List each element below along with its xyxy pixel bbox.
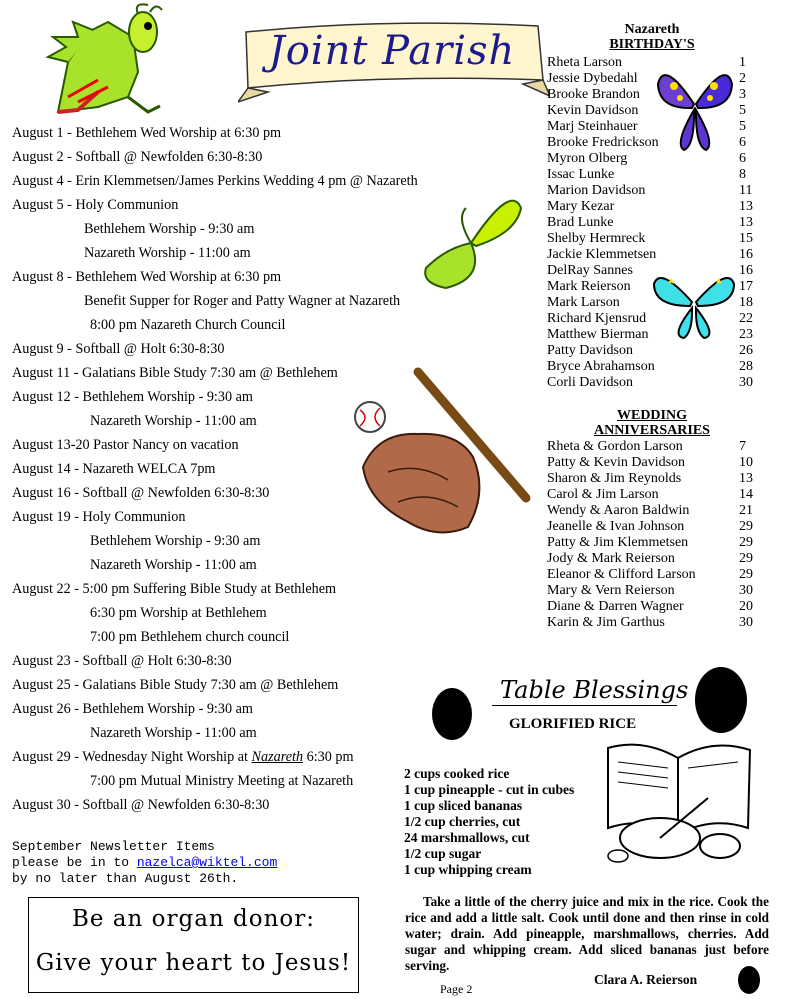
list-item-day: 13 <box>739 199 753 214</box>
list-item-name: Jackie Klemmetsen <box>547 247 657 262</box>
list-item-name: Patty & Jim Klemmetsen <box>547 535 689 550</box>
list-item-day: 17 <box>739 279 753 294</box>
list-item-name: Mark Reierson <box>547 279 631 294</box>
list-item-name: Jeanelle & Ivan Johnson <box>547 519 685 534</box>
list-item-name: Rheta Larson <box>547 55 623 70</box>
recipe-instructions: Take a little of the cherry juice and mix in the rice. Cook the rice and add a little salt. Cook until done and then rinse in cold water; drain. Add pineapple, marshmallows, cherries. Add sugar and whipping cream. Add sliced bananas just before serving. <box>405 894 769 973</box>
list-item-name: Richard Kjensrud <box>547 311 647 326</box>
list-item-day: 5 <box>739 103 746 118</box>
list-item-day: 16 <box>739 247 753 262</box>
list-item-name: Mary Kezar <box>547 199 615 214</box>
newsletter-note <box>12 839 277 887</box>
calendar-entry: Benefit Supper for Roger and Patty Wagner at Nazareth <box>84 293 401 309</box>
list-item-day: 30 <box>739 583 753 598</box>
list-item <box>547 215 757 231</box>
grasshopper-icon <box>38 2 168 120</box>
calendar-entry: 7:00 pm Mutual Ministry Meeting at Nazareth <box>90 773 354 789</box>
list-item-day: 16 <box>739 263 753 278</box>
list-item <box>547 183 757 199</box>
list-item-day: 6 <box>739 151 746 166</box>
list-item <box>547 599 757 615</box>
organ-donor-box <box>28 897 359 993</box>
list-item-name: Wendy & Aaron Baldwin <box>547 503 690 518</box>
email-link[interactable]: nazelca@wiktel.com <box>136 855 278 870</box>
list-item <box>547 343 757 359</box>
list-item <box>547 615 757 631</box>
list-item-name: Issac Lunke <box>547 167 615 182</box>
list-item <box>547 167 757 183</box>
calendar-entry: August 26 - Bethlehem Worship - 9:30 am <box>12 701 253 717</box>
donor-line1: Be an organ donor: <box>71 906 316 932</box>
calendar-entry: 7:00 pm Bethlehem church council <box>90 629 290 645</box>
calendar-entry: August 14 - Nazareth WELCA 7pm <box>12 461 216 477</box>
starburst-left-icon <box>428 684 476 744</box>
list-item-name: Patty & Kevin Davidson <box>547 455 686 470</box>
list-item-day: 13 <box>739 471 753 486</box>
calendar-entry: Nazareth Worship - 11:00 am <box>84 245 251 261</box>
list-item-name: Carol & Jim Larson <box>547 487 659 502</box>
ingredient-item: 1 cup sliced bananas <box>404 798 523 813</box>
list-item-day: 13 <box>739 215 753 230</box>
list-item <box>547 199 757 215</box>
list-item-day: 18 <box>739 295 753 310</box>
list-item-day: 21 <box>739 503 753 518</box>
list-item-name: DelRay Sannes <box>547 263 633 278</box>
calendar-entry: Bethlehem Worship - 9:30 am <box>90 533 261 549</box>
recipe-title: GLORIFIED RICE <box>509 716 637 732</box>
ingredient-item: 2 cups cooked rice <box>404 766 510 781</box>
list-item-name: Corli Davidson <box>547 375 633 390</box>
list-item <box>547 375 757 391</box>
list-item-name: Karin & Jim Garthus <box>547 615 665 630</box>
calendar-entry: August 8 - Bethlehem Wed Worship at 6:30 pm <box>12 269 282 285</box>
list-item-day: 14 <box>739 487 753 502</box>
list-item-name: Mary & Vern Reierson <box>547 583 675 598</box>
calendar-entry: August 13-20 Pastor Nancy on vacation <box>12 437 239 453</box>
list-item <box>547 503 757 519</box>
calendar-entry: August 2 - Softball @ Newfolden 6:30-8:30 <box>12 149 263 165</box>
list-item-name: Jody & Mark Reierson <box>547 551 675 566</box>
ingredient-item: 1 cup whipping cream <box>404 862 532 877</box>
baseball-glove-icon <box>348 362 538 540</box>
calendar-entry: 8:00 pm Nazareth Church Council <box>90 317 286 333</box>
butterfly-icon <box>416 188 526 292</box>
list-item-name: Marj Steinhauer <box>547 119 638 134</box>
list-item <box>547 455 757 471</box>
list-item <box>547 567 757 583</box>
list-item-name: Matthew Bierman <box>547 327 649 342</box>
list-item <box>547 247 757 263</box>
ingredient-item: 1 cup pineapple - cut in cubes <box>404 782 575 797</box>
list-item-name: Marion Davidson <box>547 183 646 198</box>
list-item <box>547 583 757 599</box>
list-item <box>547 439 757 455</box>
list-item-day: 29 <box>739 535 753 550</box>
list-item-name: Brad Lunke <box>547 215 614 230</box>
newsletter-line3: by no later than August 26th. <box>12 871 239 886</box>
calendar-entry: August 4 - Erin Klemmetsen/James Perkins Wedding 4 pm @ Nazareth <box>12 173 418 189</box>
list-item-day: 8 <box>739 167 746 182</box>
list-item <box>547 471 757 487</box>
title-underline <box>492 705 677 706</box>
calendar-entry: August 12 - Bethlehem Worship - 9:30 am <box>12 389 253 405</box>
list-item-name: Brooke Brandon <box>547 87 640 102</box>
list-item-day: 29 <box>739 567 753 582</box>
list-item-name: Shelby Hermreck <box>547 231 646 246</box>
calendar-entry: Nazareth Worship - 11:00 am <box>90 413 257 429</box>
calendar-entry: August 19 - Holy Communion <box>12 509 186 525</box>
ingredient-item: 24 marshmallows, cut <box>404 830 530 845</box>
page-number: Page 2 <box>440 982 473 996</box>
list-item-name: Eleanor & Clifford Larson <box>547 567 696 582</box>
calendar-entry: Nazareth Worship - 11:00 am <box>90 557 257 573</box>
list-item-name: Sharon & Jim Reynolds <box>547 471 682 486</box>
list-item-day: 7 <box>739 439 746 454</box>
list-item <box>547 487 757 503</box>
list-item-day: 2 <box>739 71 746 86</box>
calendar-entry: August 11 - Galatians Bible Study 7:30 am @ Bethlehem <box>12 365 338 381</box>
calendar-entry: August 1 - Bethlehem Wed Worship at 6:30 pm <box>12 125 282 141</box>
calendar-entry: August 29 - Wednesday Night Worship at Nazareth 6:30 pm <box>12 749 354 765</box>
page-title: Joint Parish <box>268 28 516 74</box>
ingredient-item: 1/2 cup sugar <box>404 846 482 861</box>
recipe-author: Clara A. Reierson <box>594 972 698 987</box>
list-item-day: 1 <box>739 55 746 70</box>
calendar-entry: 6:30 pm Worship at Bethlehem <box>90 605 267 621</box>
anniversary-heading: WEDDING ANNIVERSARIES <box>594 408 710 438</box>
list-item-day: 15 <box>739 231 753 246</box>
list-item-day: 3 <box>739 87 746 102</box>
calendar-entry: August 16 - Softball @ Newfolden 6:30-8:30 <box>12 485 270 501</box>
list-item <box>547 359 757 375</box>
calendar-entry: August 25 - Galatians Bible Study 7:30 am @ Bethlehem <box>12 677 339 693</box>
list-item-day: 26 <box>739 343 753 358</box>
list-item-day: 29 <box>739 519 753 534</box>
list-item <box>547 535 757 551</box>
calendar-entry: Nazareth Worship - 11:00 am <box>90 725 257 741</box>
list-item-name: Rheta & Gordon Larson <box>547 439 683 454</box>
list-item <box>547 519 757 535</box>
table-blessings-title: Table Blessings <box>500 676 689 704</box>
calendar-entry: August 23 - Softball @ Holt 6:30-8:30 <box>12 653 232 669</box>
list-item-name: Kevin Davidson <box>547 103 639 118</box>
list-item-name: Patty Davidson <box>547 343 633 358</box>
purple-butterfly-icon <box>654 64 736 154</box>
calendar-entry: August 9 - Softball @ Holt 6:30-8:30 <box>12 341 225 357</box>
list-item-day: 23 <box>739 327 753 342</box>
calendar-entry: Bethlehem Worship - 9:30 am <box>84 221 255 237</box>
list-item-name: Jessie Dybedahl <box>547 71 638 86</box>
newsletter-line1: September Newsletter Items <box>12 839 215 854</box>
list-item-name: Brooke Fredrickson <box>547 135 659 150</box>
list-item-name: Mark Larson <box>547 295 620 310</box>
birthday-heading: Nazareth BIRTHDAY'S <box>609 22 695 52</box>
cookbook-icon <box>598 738 758 870</box>
newsletter-line2: please be in to <box>12 855 137 870</box>
list-item <box>547 231 757 247</box>
list-item-name: Bryce Abrahamson <box>547 359 655 374</box>
calendar-entry: August 5 - Holy Communion <box>12 197 179 213</box>
calendar-entry-emphasis: Nazareth <box>251 749 304 765</box>
list-item-day: 30 <box>739 615 753 630</box>
list-item-day: 5 <box>739 119 746 134</box>
list-item-day: 20 <box>739 599 753 614</box>
cyan-butterfly-icon <box>650 266 738 340</box>
list-item-day: 29 <box>739 551 753 566</box>
starburst-right-icon <box>692 664 750 736</box>
small-starburst-icon <box>736 964 762 996</box>
list-item-day: 11 <box>739 183 753 198</box>
list-item-day: 22 <box>739 311 753 326</box>
list-item-day: 30 <box>739 375 753 390</box>
ingredient-item: 1/2 cup cherries, cut <box>404 814 521 829</box>
list-item-day: 6 <box>739 135 746 150</box>
list-item-day: 28 <box>739 359 753 374</box>
calendar-entry: August 22 - 5:00 pm Suffering Bible Study at Bethlehem <box>12 581 337 597</box>
calendar-entry: August 30 - Softball @ Newfolden 6:30-8:30 <box>12 797 270 813</box>
list-item-name: Myron Olberg <box>547 151 628 166</box>
donor-line2: Give your heart to Jesus! <box>35 950 352 976</box>
list-item-name: Diane & Darren Wagner <box>547 599 684 614</box>
list-item-day: 10 <box>739 455 753 470</box>
list-item <box>547 551 757 567</box>
